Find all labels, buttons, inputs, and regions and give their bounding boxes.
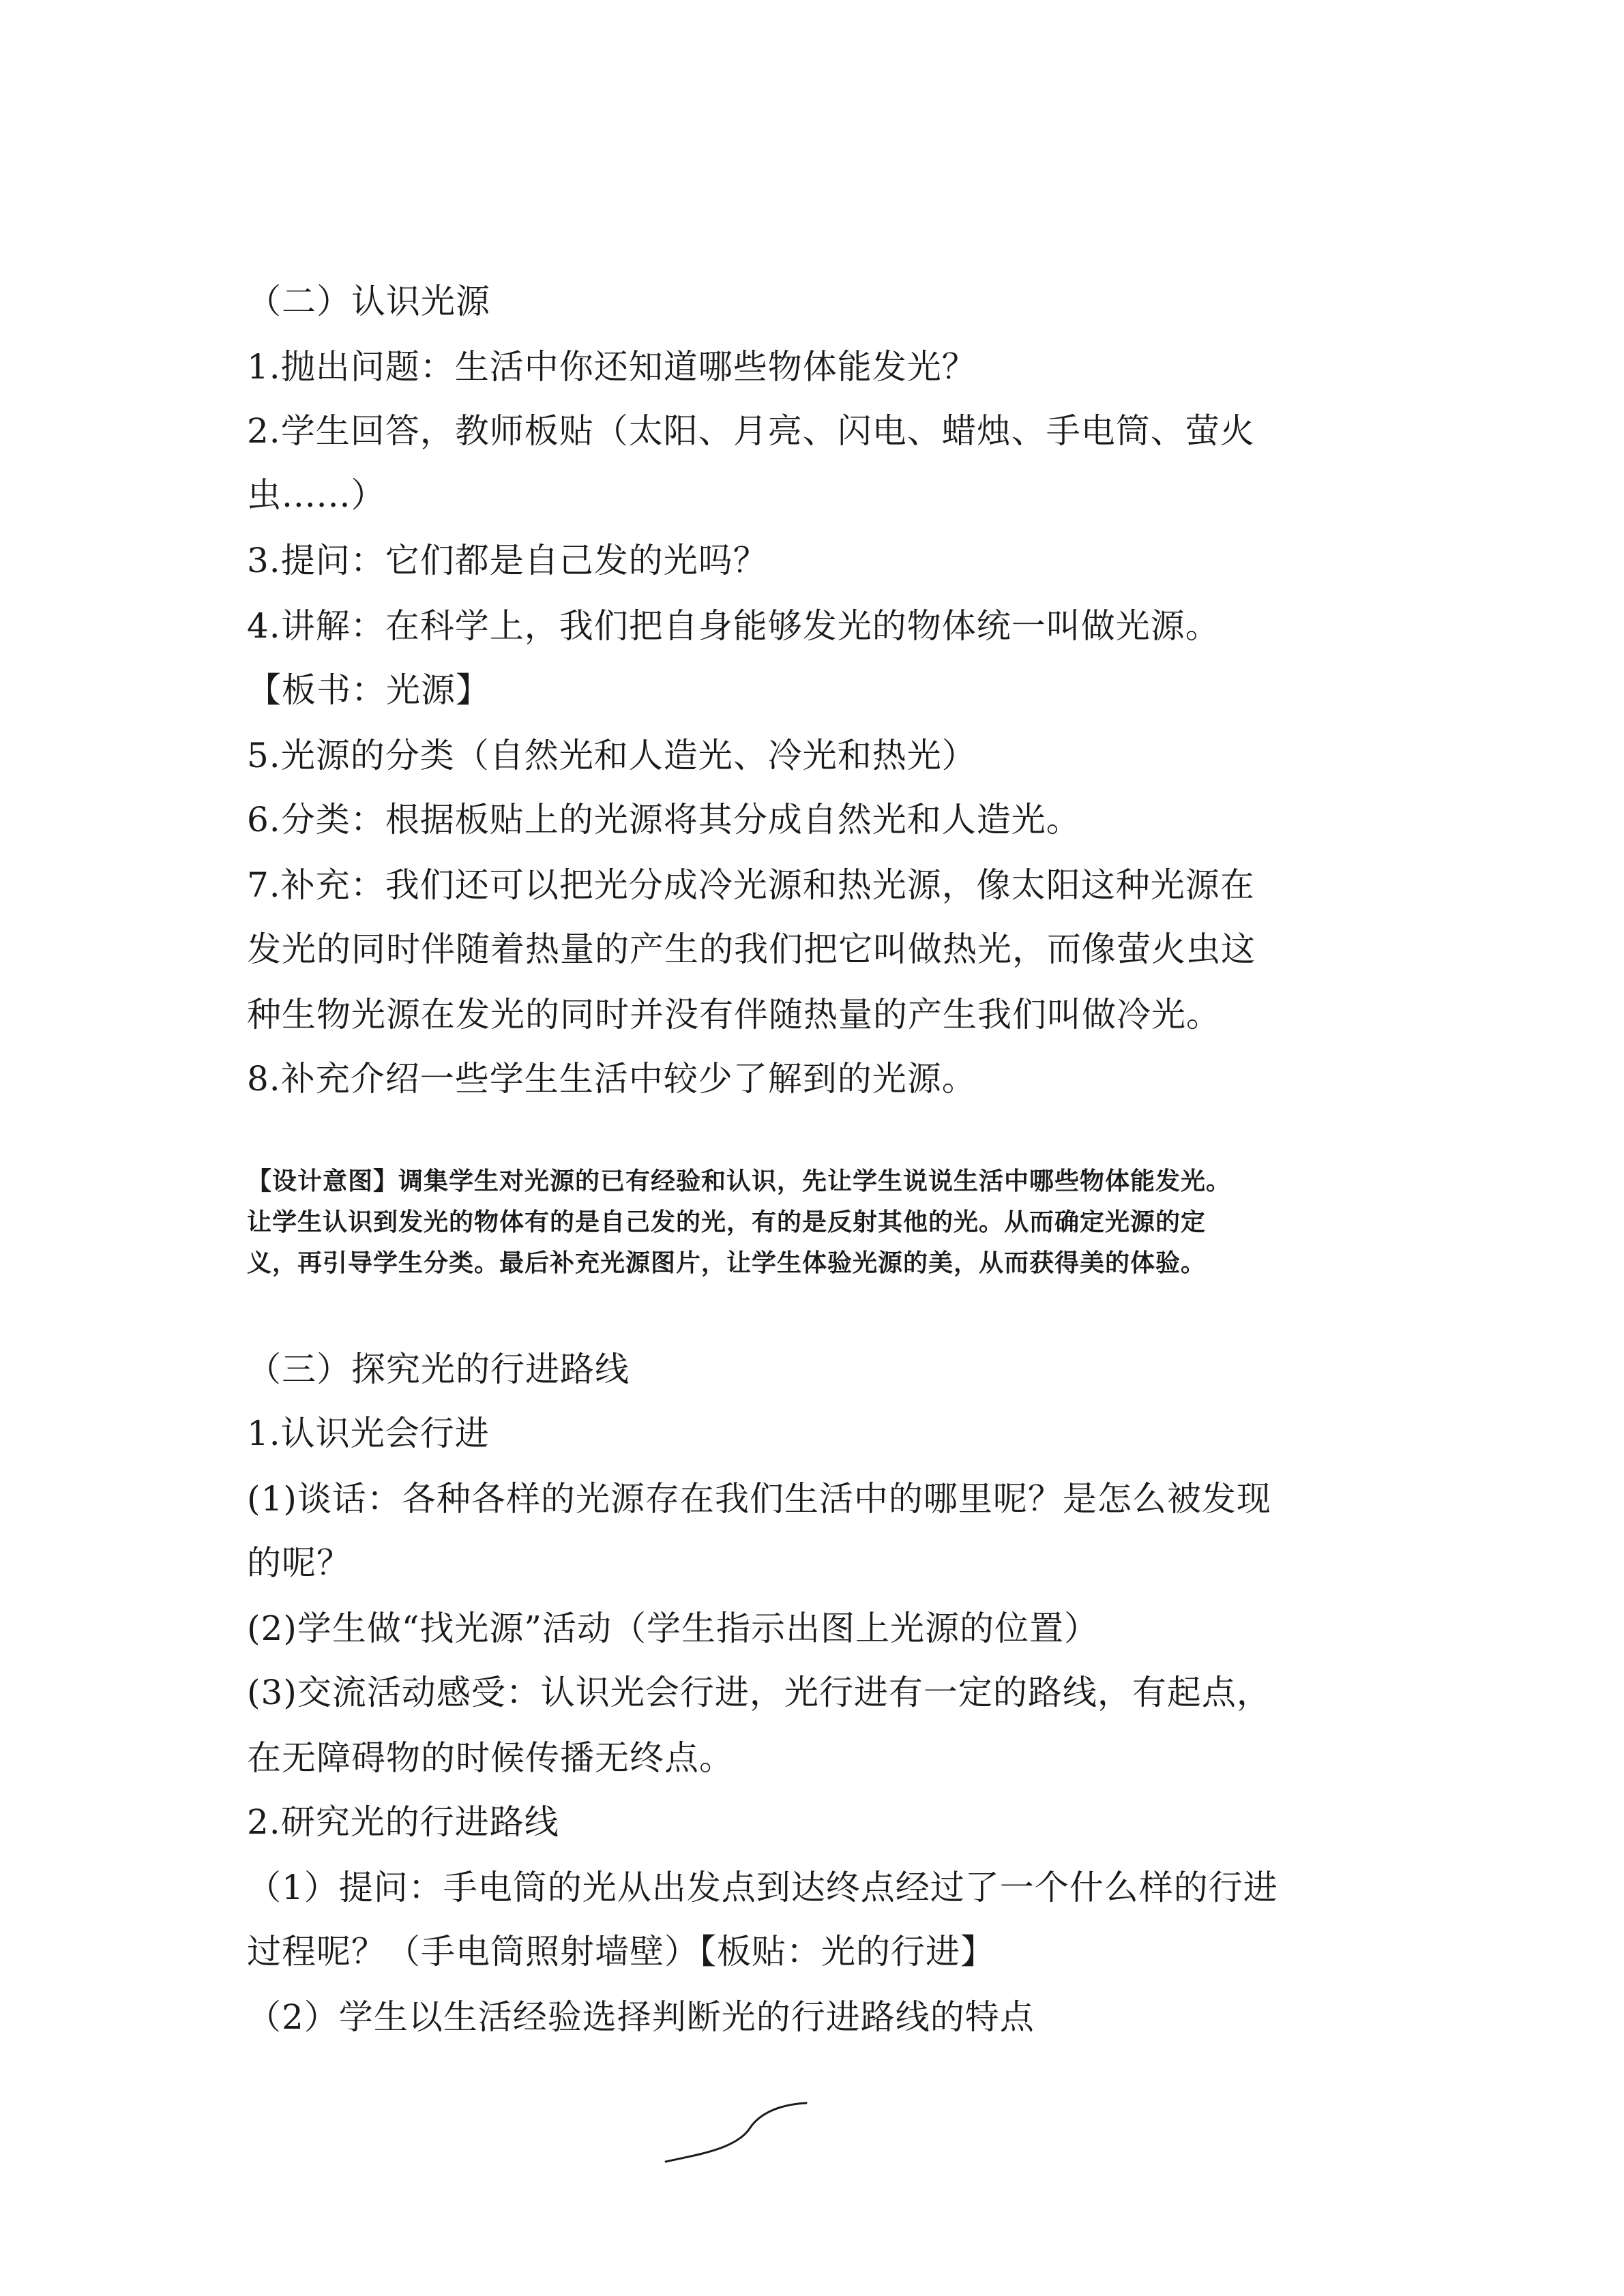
section3-line-3: 的呢？ [247, 1543, 351, 1583]
section2-line-1: 1.抛出问题：生活中你还知道哪些物体能发光？ [247, 347, 977, 387]
section3-line-1: 1.认识光会行进 [247, 1414, 490, 1453]
section3-line-8: （1）提问：手电筒的光从出发点到达终点经过了一个什么样的行进 [247, 1868, 1278, 1907]
section3-line-6: 在无障碍物的时候传播无终点。 [247, 1738, 734, 1778]
section3-line-5: (3)交流活动感受：认识光会行进，光行进有一定的路线，有起点， [247, 1673, 1271, 1712]
section3-line-7: 2.研究光的行进路线 [247, 1802, 559, 1842]
section2-line-10: 发光的同时伴随着热量的产生的我们把它叫做热光，而像萤火虫这 [247, 929, 1256, 969]
section2-line-6: 【板书：光源】 [247, 670, 490, 710]
section3-heading: （三）探究光的行进路线 [247, 1350, 630, 1389]
section2-line-2: 2.学生回答，教师板贴（太阳、月亮、闪电、蜡烛、手电筒、萤火 [247, 411, 1255, 451]
section3-line-9: 过程呢？（手电筒照射墙壁）【板贴：光的行进】 [247, 1932, 995, 1971]
section2-line-8: 6.分类：根据板贴上的光源将其分成自然光和人造光。 [247, 800, 1081, 839]
curved-path-illustration [662, 2100, 812, 2175]
section2-line-9: 7.补充：我们还可以把光分成冷光源和热光源，像太阳这种光源在 [247, 865, 1255, 905]
design-note-line-1: 【设计意图】调集学生对光源的已有经验和认识，先让学生说说生活中哪些物体能发光。 [247, 1167, 1232, 1195]
section3-line-2: (1)谈话：各种各样的光源存在我们生活中的哪里呢？是怎么被发现 [247, 1479, 1271, 1519]
section3-line-10: （2）学生以生活经验选择判断光的行进路线的特点 [247, 1997, 1035, 2037]
design-note-line-3: 义，再引导学生分类。最后补充光源图片，让学生体验光源的美，从而获得美的体验。 [247, 1249, 1207, 1277]
section2-heading: （二）认识光源 [247, 282, 490, 321]
section2-line-11: 种生物光源在发光的同时并没有伴随热量的产生我们叫做冷光。 [247, 995, 1221, 1034]
section2-line-4: 3.提问：它们都是自己发的光吗？ [247, 541, 768, 580]
section2-line-12: 8.补充介绍一些学生生活中较少了解到的光源。 [247, 1059, 977, 1099]
section2-line-7: 5.光源的分类（自然光和人造光、冷光和热光） [247, 736, 977, 775]
section2-line-3: 虫......） [247, 475, 386, 515]
design-note-line-2: 让学生认识到发光的物体有的是自己发的光，有的是反射其他的光。从而确定光源的定 [247, 1208, 1207, 1236]
section3-line-4: (2)学生做“找光源”活动（学生指示出图上光源的位置） [247, 1609, 1099, 1648]
section2-line-5: 4.讲解：在科学上，我们把自身能够发光的物体统一叫做光源。 [247, 606, 1220, 646]
